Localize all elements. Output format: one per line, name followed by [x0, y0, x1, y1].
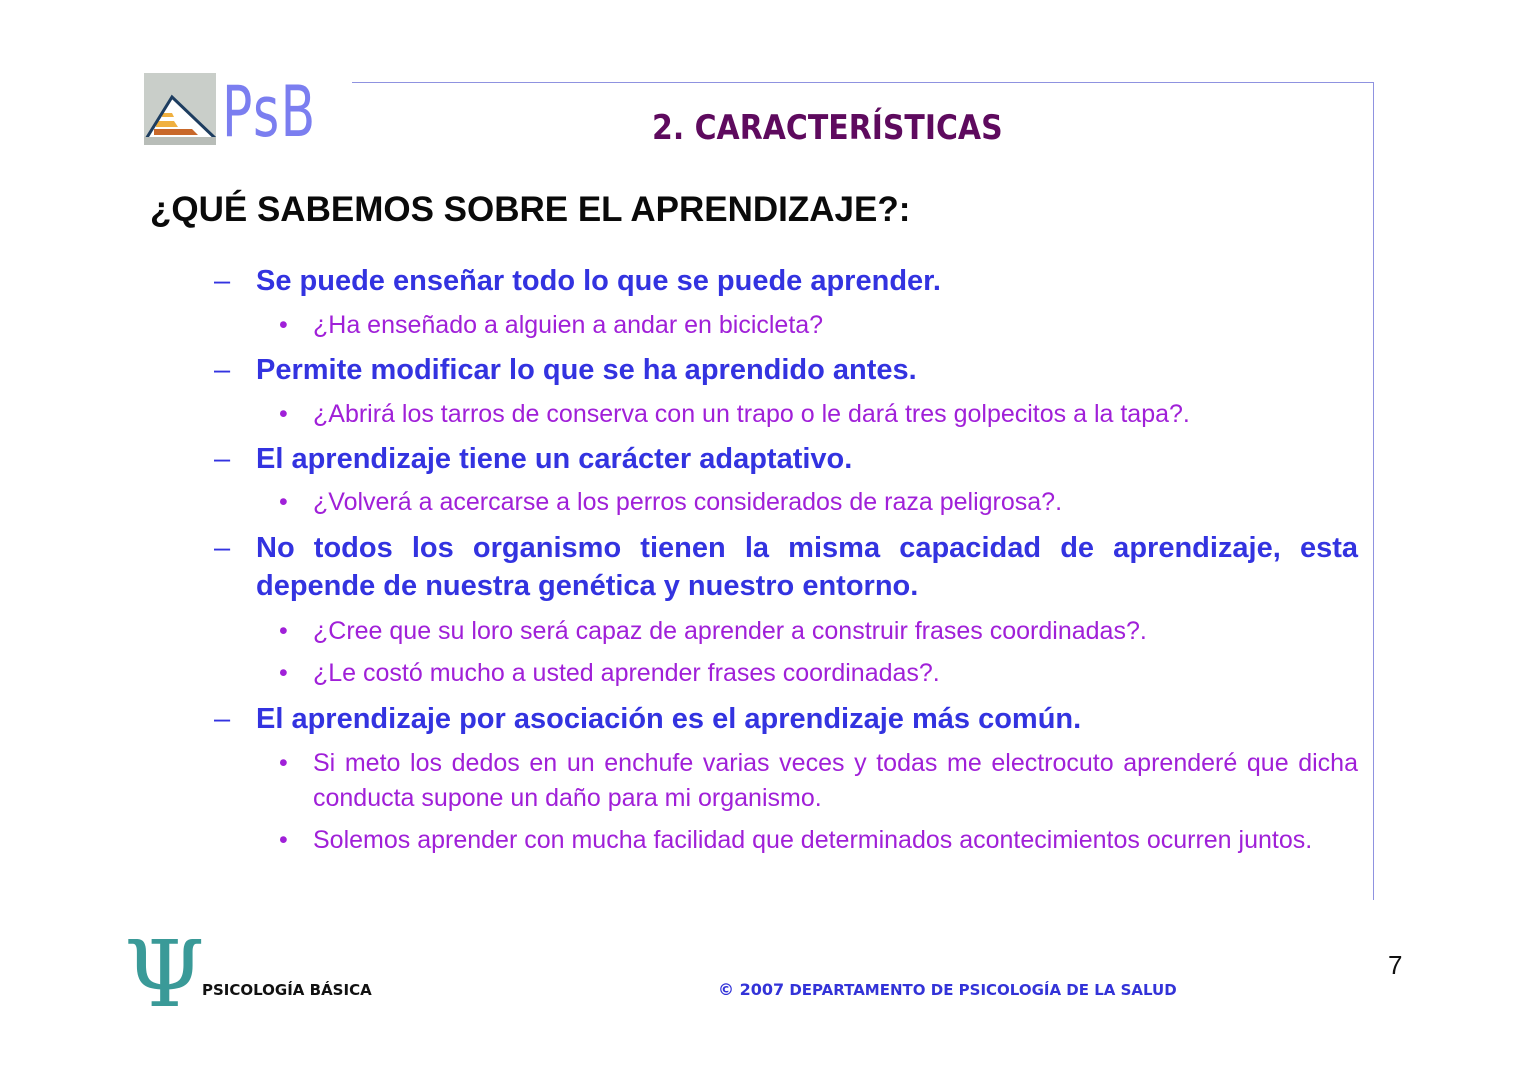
dash-marker: –	[214, 532, 231, 564]
sub-list-item	[279, 397, 1358, 432]
copyright-department: DEPARTAMENTO DE PSICOLOGÍA DE LA SALUD	[784, 981, 1177, 999]
psi-logo-icon: Ψ	[124, 921, 205, 1028]
bullet-marker: •	[279, 749, 288, 777]
bullet-marker: •	[279, 400, 288, 428]
frame-right-line	[1373, 82, 1374, 900]
sub-list-item-text: ¿Volverá a acercarse a los perros considerados de raza peligrosa?.	[313, 488, 1063, 516]
frame-top-line	[352, 82, 1374, 83]
pyramid-logo-icon	[144, 73, 216, 145]
list-item-text: El aprendizaje tiene un carácter adaptativo.	[256, 443, 853, 475]
list-item-text: No todos los organismo tienen la misma capacidad de aprendizaje, esta depende de nuestra genética y nuestro entorno.	[256, 532, 1358, 602]
bullet-marker: •	[279, 617, 288, 645]
dash-marker: –	[214, 703, 231, 735]
page-number: 7	[1388, 950, 1403, 980]
sub-list-item	[279, 656, 1358, 691]
list-item	[214, 351, 1358, 389]
section-title: 2. CARACTERÍSTICAS	[652, 108, 1003, 148]
list-item	[214, 262, 1358, 300]
list-item	[214, 529, 1358, 605]
sub-list-item-text: Solemos aprender con mucha facilidad que determinados acontecimientos ocurren juntos.	[313, 826, 1313, 854]
dash-marker: –	[214, 265, 231, 297]
dash-marker: –	[214, 443, 231, 475]
footer-course-name: PSICOLOGÍA BÁSICA	[202, 981, 372, 999]
list-item-text: Se puede enseñar todo lo que se puede aprender.	[256, 265, 941, 297]
sub-list-item	[279, 614, 1358, 649]
sub-list-item	[279, 308, 1358, 343]
sub-list-item	[279, 485, 1358, 520]
sub-list-item-text: ¿Cree que su loro será capaz de aprender a construir frases coordinadas?.	[313, 617, 1147, 645]
sub-list-item-text: ¿Ha enseñado a alguien a andar en bicicleta?	[313, 311, 824, 339]
sub-list-item	[279, 746, 1358, 816]
list-item-text: El aprendizaje por asociación es el aprendizaje más común.	[256, 703, 1082, 735]
bullet-marker: •	[279, 311, 288, 339]
bullet-marker: •	[279, 659, 288, 687]
sub-list-item-text: ¿Le costó mucho a usted aprender frases coordinadas?.	[313, 659, 940, 687]
bullet-marker: •	[279, 826, 288, 854]
footer-copyright	[718, 980, 1177, 999]
list-item-text: Permite modificar lo que se ha aprendido antes.	[256, 354, 917, 386]
slide-subtitle: ¿QUÉ SABEMOS SOBRE EL APRENDIZAJE?:	[150, 190, 911, 229]
psb-logo-emblem	[144, 73, 216, 145]
copyright-year: © 2007	[718, 980, 785, 999]
dash-marker: –	[214, 354, 231, 386]
sub-list-item-text: Si meto los dedos en un enchufe varias veces y todas me electrocuto aprenderé que dicha conducta supone un daño para mi organismo.	[313, 749, 1358, 812]
sub-list-item-text: ¿Abrirá los tarros de conserva con un trapo o le dará tres golpecitos a la tapa?.	[313, 400, 1190, 428]
list-item	[214, 700, 1358, 738]
list-item	[214, 440, 1358, 478]
psb-logo-text: PsB	[222, 71, 317, 153]
bullet-marker: •	[279, 488, 288, 516]
sub-list-item	[279, 823, 1358, 858]
